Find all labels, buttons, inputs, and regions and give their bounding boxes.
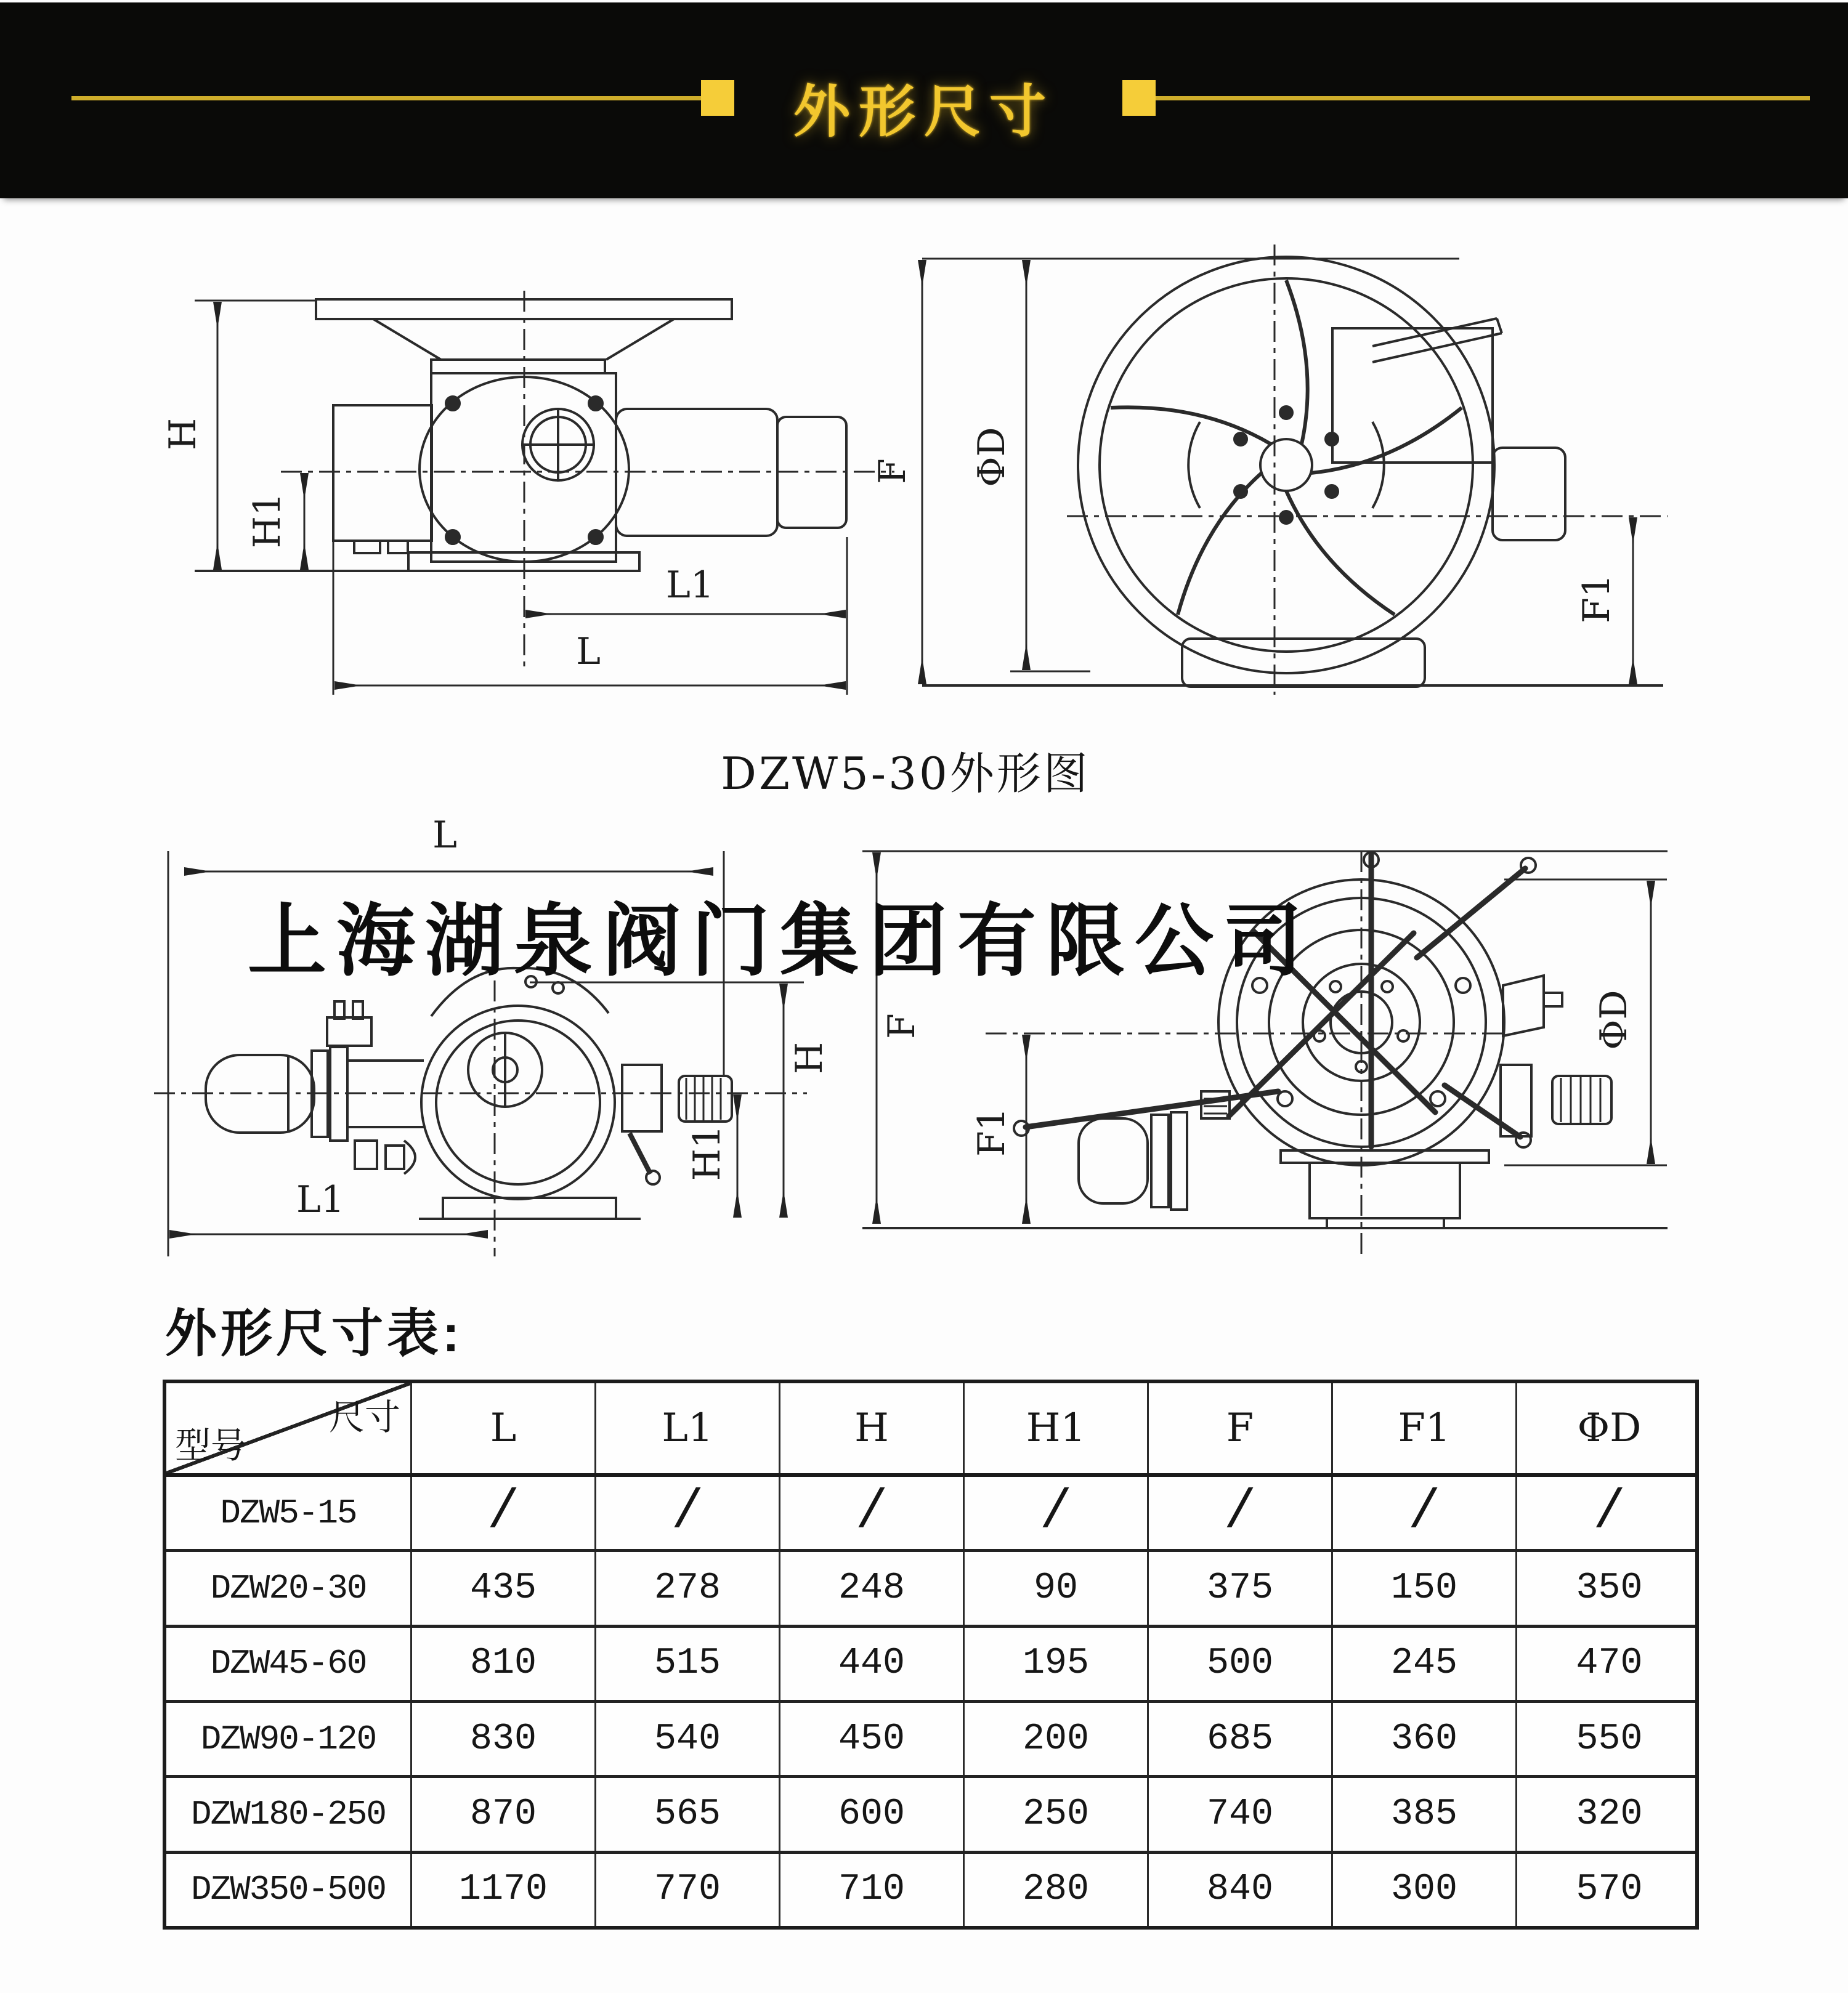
value-cell: / <box>780 1477 965 1549</box>
value-cell: 870 <box>412 1778 596 1850</box>
header-rule-right <box>1156 96 1810 100</box>
table-row <box>166 1552 1695 1627</box>
value-cell: 90 <box>965 1552 1149 1624</box>
header-accent-square-left <box>701 80 734 116</box>
fig1-dim-L: L <box>576 630 601 673</box>
value-cell: 1170 <box>412 1854 596 1926</box>
col-header-H: H <box>780 1383 965 1473</box>
value-cell: 470 <box>1576 1643 1643 1685</box>
value-cell: 278 <box>596 1552 780 1624</box>
fig2-dim-phiD: ΦD <box>1592 990 1635 1050</box>
fig2-dim-F: F <box>880 1013 923 1039</box>
value-cell: / <box>596 1477 780 1549</box>
table-row <box>166 1628 1695 1703</box>
fig2-dim-H1: H1 <box>686 1125 729 1181</box>
value-cell: 600 <box>780 1778 965 1850</box>
table-row <box>166 1854 1695 1926</box>
value-cell: 770 <box>596 1854 780 1926</box>
value-cell: 440 <box>780 1628 965 1700</box>
model-cell: DZW90-120 <box>166 1703 412 1775</box>
fig1-front-view <box>922 245 1668 695</box>
value-cell: 320 <box>1576 1793 1643 1835</box>
value-cell: 565 <box>596 1778 780 1850</box>
value-cell: 810 <box>412 1628 596 1700</box>
header-accent-square-right <box>1122 80 1156 116</box>
fig1-dim-H1: H1 <box>246 492 289 549</box>
value-cell: 840 <box>1149 1854 1333 1926</box>
col-header-F: F <box>1149 1383 1333 1473</box>
table-section-title: 外形尺寸表: <box>165 1304 463 1362</box>
corner-label-size: 尺寸 <box>328 1397 400 1437</box>
value-cell: / <box>412 1477 596 1549</box>
fig1-dim-L1: L1 <box>665 564 715 607</box>
fig2-side-view <box>154 968 807 1256</box>
model-cell: DZW45-60 <box>166 1628 412 1700</box>
fig1-dim-H: H <box>161 418 205 451</box>
table-row <box>166 1703 1695 1778</box>
fig1-dim-F: F <box>871 458 914 484</box>
value-cell: 200 <box>965 1703 1149 1775</box>
value-cell: / <box>965 1477 1149 1549</box>
figure1-caption: DZW5-30外形图 <box>721 748 1090 799</box>
col-header-F1: F1 <box>1333 1383 1517 1473</box>
value-cell: 550 <box>1576 1718 1643 1760</box>
value-cell: 280 <box>965 1854 1149 1926</box>
model-cell: DZW20-30 <box>166 1552 412 1624</box>
value-cell: / <box>1333 1477 1517 1549</box>
fig2-dim-L1: L1 <box>296 1178 345 1221</box>
fig1-dim-phiD: ΦD <box>970 427 1013 487</box>
col-header-L1: L1 <box>596 1383 780 1473</box>
table-header-row <box>166 1383 1695 1477</box>
corner-label-model: 型号 <box>175 1426 247 1466</box>
header-rule-left <box>71 96 701 100</box>
value-cell: 375 <box>1149 1552 1333 1624</box>
company-watermark: 上海湖泉阀门集团有限公司 <box>248 897 1313 985</box>
col-header-L: L <box>412 1383 596 1473</box>
value-cell: 685 <box>1149 1703 1333 1775</box>
fig2-front-knob-hatched <box>1552 1076 1611 1124</box>
fig2-dim-F1: F1 <box>970 1107 1013 1157</box>
value-cell: 830 <box>412 1703 596 1775</box>
value-cell: 500 <box>1149 1628 1333 1700</box>
figure1-outline-drawing <box>62 216 1848 807</box>
col-header-H1: H1 <box>965 1383 1149 1473</box>
value-cell: 350 <box>1576 1567 1643 1609</box>
table-corner-cell <box>166 1383 412 1473</box>
value-cell: 250 <box>965 1778 1149 1850</box>
value-cell: 360 <box>1333 1703 1517 1775</box>
header-band <box>0 2 1848 198</box>
value-cell: / <box>1149 1477 1333 1549</box>
model-cell: DZW5-15 <box>166 1477 412 1549</box>
value-cell: 710 <box>780 1854 965 1926</box>
fig1-dim-F1: F1 <box>1575 574 1618 623</box>
fig2-knob-hatched <box>679 1076 732 1122</box>
value-cell: 248 <box>780 1552 965 1624</box>
table-row <box>166 1778 1695 1853</box>
value-cell: / <box>1593 1482 1626 1544</box>
dimensions-table <box>163 1380 1699 1930</box>
fig2-dim-L: L <box>432 814 457 857</box>
col-header-phiD: ΦD <box>1577 1405 1642 1451</box>
value-cell: 385 <box>1333 1778 1517 1850</box>
value-cell: 515 <box>596 1628 780 1700</box>
value-cell: 195 <box>965 1628 1149 1700</box>
table-row <box>166 1477 1695 1552</box>
model-cell: DZW350-500 <box>166 1854 412 1926</box>
value-cell: 435 <box>412 1552 596 1624</box>
value-cell: 300 <box>1333 1854 1517 1926</box>
value-cell: 450 <box>780 1703 965 1775</box>
model-cell: DZW180-250 <box>166 1778 412 1850</box>
value-cell: 570 <box>1576 1869 1643 1911</box>
fig1-side-view <box>195 291 894 673</box>
value-cell: 740 <box>1149 1778 1333 1850</box>
fig2-dim-H: H <box>788 1041 831 1075</box>
value-cell: 540 <box>596 1703 780 1775</box>
value-cell: 245 <box>1333 1628 1517 1700</box>
page-title: 外形尺寸 <box>793 81 1055 144</box>
value-cell: 150 <box>1333 1552 1517 1624</box>
